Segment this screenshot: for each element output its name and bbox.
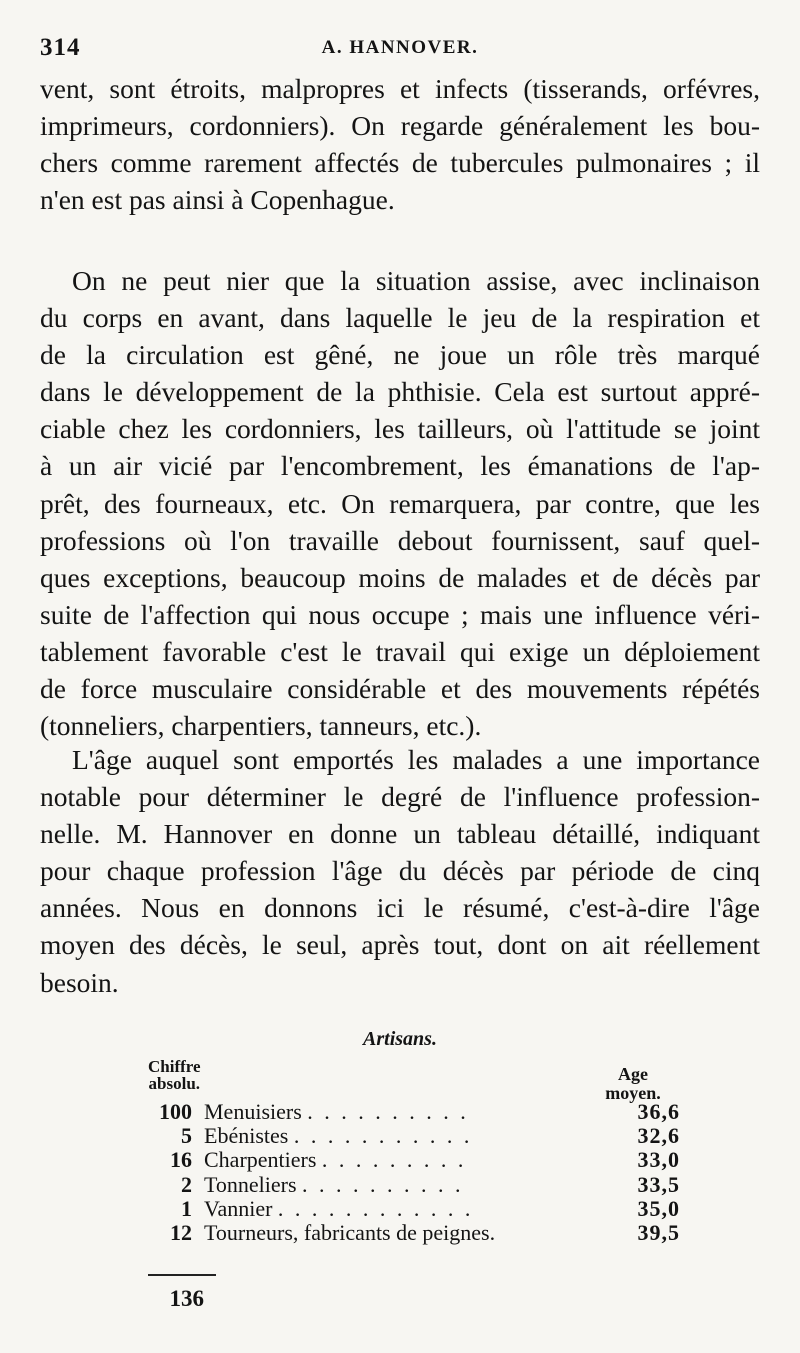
- artisans-table: [140, 1100, 680, 1245]
- text-line: moyen des décès, le seul, après tout, dont on ait réellement: [40, 929, 760, 961]
- paragraph-continued: [40, 70, 760, 218]
- row-age: 39,5: [637, 1219, 680, 1245]
- total-rule: [148, 1274, 216, 1276]
- row-age: 35,0: [637, 1195, 680, 1221]
- text-line: chers comme rarement affectés de tubercules pulmonaires ; il: [40, 147, 760, 179]
- table-total: 136: [169, 1286, 204, 1311]
- row-age: 33,5: [637, 1171, 680, 1197]
- row-count: 1: [181, 1195, 192, 1221]
- column-header-line: absolu.: [148, 1074, 201, 1093]
- row-trade: [204, 1173, 616, 1197]
- running-title: A. HANNOVER.: [321, 37, 479, 58]
- trade-name: Tourneurs, fabricants de peignes: [204, 1220, 490, 1245]
- row-trade: [204, 1197, 616, 1221]
- text-line: On ne peut nier que la situation assise, avec inclinaison: [72, 265, 760, 296]
- table-row: [140, 1148, 680, 1172]
- dot-leader: . . . . . . . . .: [321, 1148, 467, 1173]
- row-age: 36,6: [637, 1099, 680, 1124]
- row-trade: [204, 1221, 616, 1245]
- row-count: 12: [170, 1219, 192, 1245]
- text-line: L'âge auquel sont emportés les malades a une importance: [72, 744, 760, 775]
- row-count: 16: [170, 1147, 192, 1173]
- text-line: professions où l'on travaille debout fournissent, sauf quel-: [40, 524, 760, 556]
- text-line: ques exceptions, beaucoup moins de malades et de décès par: [40, 561, 760, 593]
- dot-leader: . . . . . . . . . .: [302, 1172, 464, 1197]
- table-row: [140, 1124, 680, 1148]
- row-age: 33,0: [637, 1147, 680, 1173]
- row-count: 5: [181, 1123, 192, 1149]
- text-line: tablement favorable c'est le travail qui exige un déploiement: [40, 635, 760, 667]
- text-line: n'en est pas ainsi à Copenhague.: [40, 184, 395, 216]
- row-age: 32,6: [637, 1123, 680, 1149]
- text-line: (tonneliers, charpentiers, tanneurs, etc.).: [40, 710, 482, 742]
- table-row: [140, 1100, 680, 1124]
- text-line: du corps en avant, dans laquelle le jeu de la respiration et: [40, 302, 760, 334]
- text-line: notable pour déterminer le degré de l'influence profession-: [40, 781, 760, 813]
- text-line: besoin.: [40, 966, 119, 998]
- page-header: [40, 34, 760, 64]
- text-line: prêt, des fourneaux, etc. On remarquera, par contre, que les: [40, 487, 760, 519]
- trade-name: Ebénistes: [204, 1124, 289, 1149]
- dot-leader: . . . . . . . . . . .: [293, 1124, 473, 1149]
- text-line: nelle. M. Hannover en donne un tableau détaillé, indiquant: [40, 818, 760, 850]
- text-line: de la circulation est gêné, ne joue un rôle très marqué: [40, 339, 760, 371]
- row-count: 100: [159, 1099, 192, 1124]
- table-row: [140, 1197, 680, 1221]
- column-header-age: [593, 1065, 673, 1103]
- text-line: à un air vicié par l'encombrement, les émanations de l'ap-: [40, 450, 760, 482]
- dot-leader: .: [489, 1220, 499, 1245]
- dot-leader: . . . . . . . . . . . .: [277, 1196, 474, 1221]
- column-header-line: moyen.: [605, 1083, 661, 1103]
- text-line: imprimeurs, cordonniers). On regarde généralement les bou-: [40, 110, 760, 142]
- text-line: ciable chez les cordonniers, les tailleurs, où l'attitude se joint: [40, 413, 760, 445]
- text-line: suite de l'affection qui nous occupe ; mais une influence véri-: [40, 598, 760, 630]
- dot-leader: . . . . . . . . . .: [307, 1100, 469, 1124]
- text-line: années. Nous en donnons ici le résumé, c'est-à-dire l'âge: [40, 892, 760, 924]
- trade-name: Charpentiers: [204, 1148, 317, 1173]
- paragraph-seated-posture: [40, 262, 760, 744]
- trade-name: Vannier: [204, 1196, 273, 1221]
- column-header-line: Chiffre: [148, 1057, 201, 1076]
- text-line: pour chaque profession l'âge du décès par période de cinq: [40, 855, 760, 887]
- page-number: 314: [40, 34, 81, 61]
- row-count: 2: [181, 1171, 192, 1197]
- row-trade: [204, 1148, 616, 1172]
- text-line: de force musculaire considérable et des mouvements répétés: [40, 673, 760, 705]
- trade-name: Tonneliers: [204, 1172, 297, 1197]
- text-line: vent, sont étroits, malpropres et infects (tisserands, orfévres,: [40, 73, 760, 104]
- text-line: dans le développement de la phthisie. Cela est surtout appré-: [40, 376, 760, 408]
- table-title: Artisans.: [363, 1028, 437, 1050]
- column-header-count: [148, 1058, 201, 1092]
- column-header-line: Age: [618, 1064, 648, 1084]
- trade-name: Menuisiers: [204, 1100, 302, 1124]
- row-trade: [204, 1124, 616, 1148]
- table-row: [140, 1221, 680, 1245]
- row-trade: [204, 1100, 616, 1124]
- table-row: [140, 1173, 680, 1197]
- paragraph-age-at-death: [40, 741, 760, 1001]
